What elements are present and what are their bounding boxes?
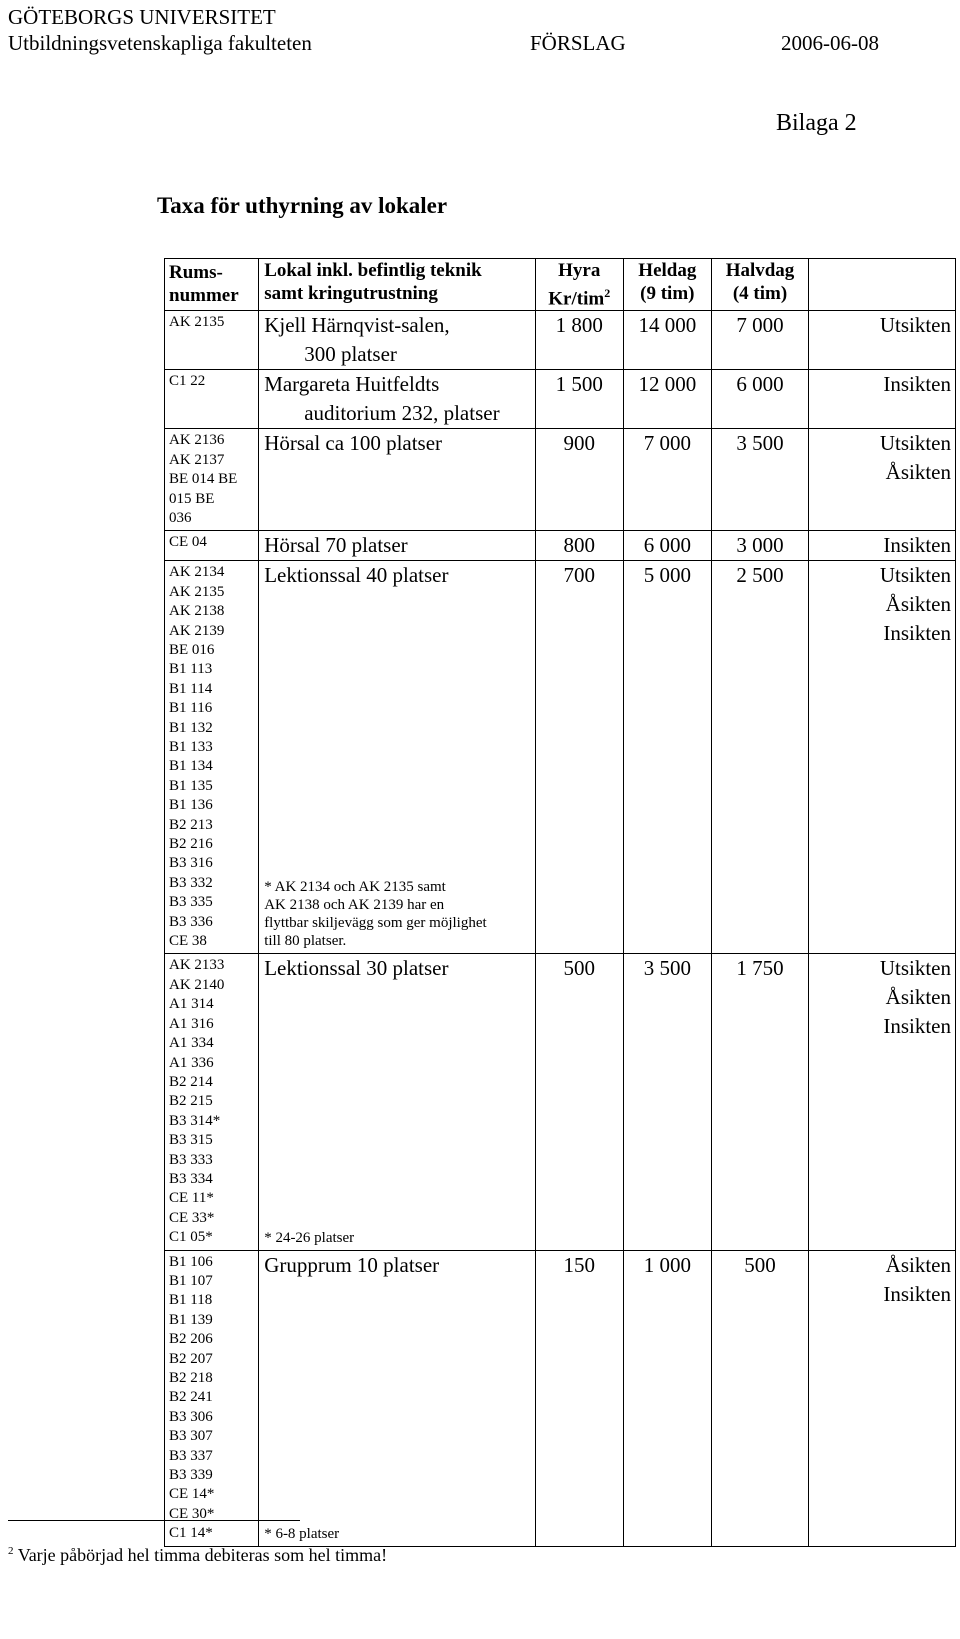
room-numbers-cell [165,429,259,531]
location-name: Hörsal ca 100 platser [264,431,443,456]
view-name: Insikten [883,372,951,397]
rental-rate-table [164,258,956,1547]
room-number: B2 216 [169,836,213,853]
view-name: Åsikten [885,592,951,617]
room-number: B3 316 [169,855,213,872]
note-line: * 6-8 platser [264,1525,340,1542]
room-number: B3 314* [169,1112,221,1129]
view-names-cell [809,370,956,429]
room-number: 015 BE [169,490,215,507]
room-number: B3 339 [169,1467,213,1484]
room-number: B1 133 [169,739,213,756]
note-line: AK 2138 och AK 2139 har en [264,897,445,914]
room-number: B2 241 [169,1389,213,1406]
university-name: GÖTEBORGS UNIVERSITET [8,5,276,29]
room-number: CE 11* [169,1190,214,1207]
room-number: B2 218 [169,1370,213,1387]
half-day-price-cell: 7 000 [711,311,808,370]
table-row [165,1250,956,1546]
room-number: CE 38 [169,933,207,950]
location-name: Margareta Huitfeldts [264,372,440,397]
room-number: B1 114 [169,680,213,697]
location-cell [259,429,535,531]
header-view [809,259,956,311]
room-number: BE 014 BE [169,471,238,488]
room-numbers-cell [165,531,259,561]
room-number: AK 2136 [169,432,225,449]
half-day-price-cell: 6 000 [711,370,808,429]
room-number: B3 307 [169,1428,213,1445]
table-row [165,370,956,429]
view-name: Utsikten [879,956,951,981]
room-number: B1 134 [169,758,213,775]
room-number: C1 05* [169,1229,213,1246]
page-title: Taxa för uthyrning av lokaler [157,193,448,218]
note-line: flyttbar skiljevägg som ger möjlighet [264,915,487,932]
view-name: Utsikten [879,313,951,338]
room-number: AK 2135 [169,314,225,331]
view-name: Insikten [883,533,951,558]
view-name: Åsikten [885,460,951,485]
room-number: AK 2140 [169,976,225,993]
view-name: Åsikten [885,985,951,1010]
document-status: FÖRSLAG [530,31,626,55]
room-number: B3 335 [169,894,213,911]
room-number: B2 213 [169,816,213,833]
full-day-price-cell: 3 500 [623,954,711,1250]
room-number: AK 2133 [169,957,225,974]
room-number: AK 2134 [169,564,225,581]
location-cell [259,954,535,1250]
room-number: C1 14* [169,1525,213,1542]
room-number: AK 2138 [169,603,225,620]
location-name: Hörsal 70 platser [264,533,408,558]
room-numbers-cell [165,311,259,370]
room-number: AK 2139 [169,622,225,639]
view-names-cell [809,311,956,370]
location-name: Grupprum 10 platser [264,1252,440,1277]
location-note [264,878,486,950]
room-number: BE 016 [169,641,215,658]
location-cell [259,561,535,954]
note-line: till 80 platser. [264,933,347,950]
location-cell [259,370,535,429]
hourly-rate-cell: 1 500 [535,370,623,429]
table-row [165,531,956,561]
view-names-cell [809,531,956,561]
room-number: CE 30* [169,1505,215,1522]
half-day-price-cell: 500 [711,1250,808,1546]
view-name: Utsikten [879,563,951,588]
room-number: B3 334 [169,1170,213,1187]
room-number: B2 207 [169,1350,213,1367]
room-numbers-cell [165,561,259,954]
location-name-continued: auditorium 232, platser [304,401,500,426]
header-full-day: Heldag (9 tim) [623,259,711,311]
table-header-row [165,259,956,311]
note-line: * AK 2134 och AK 2135 samt [264,879,446,896]
room-number: A1 336 [169,1054,214,1071]
half-day-price-cell: 3 500 [711,429,808,531]
room-number: B2 206 [169,1331,213,1348]
view-name: Insikten [883,1014,951,1039]
room-number: B1 113 [169,661,213,678]
half-day-price-cell: 1 750 [711,954,808,1250]
room-number: B2 215 [169,1093,213,1110]
location-note [264,1229,354,1247]
location-name: Lektionssal 40 platser [264,563,449,588]
full-day-price-cell: 1 000 [623,1250,711,1546]
room-number: AK 2135 [169,583,225,600]
table-row [165,561,956,954]
hourly-rate-cell: 500 [535,954,623,1250]
view-names-cell [809,1250,956,1546]
table-row [165,954,956,1250]
room-number: B3 333 [169,1151,213,1168]
footnote: $^2$ Varje påbörjad hel timma debiteras som hel timma! [8,1545,388,1565]
table-row [165,311,956,370]
room-number: B1 116 [169,700,213,717]
faculty-name: Utbildningsvetenskapliga fakulteten [8,31,312,55]
hourly-rate-cell: 900 [535,429,623,531]
header-half-day: Halvdag (4 tim) [711,259,808,311]
room-number: C1 22 [169,373,206,390]
hourly-rate-cell: 800 [535,531,623,561]
header-room-number: Rums- nummer [165,259,259,311]
half-day-price-cell: 2 500 [711,561,808,954]
full-day-price-cell: 12 000 [623,370,711,429]
view-names-cell [809,561,956,954]
room-number: CE 14* [169,1486,215,1503]
room-number: A1 316 [169,1015,214,1032]
view-name: Insikten [883,1281,951,1306]
view-names-cell [809,954,956,1250]
room-number: CE 33* [169,1209,215,1226]
room-numbers-cell [165,954,259,1250]
view-name: Utsikten [879,431,951,456]
half-day-price-cell: 3 000 [711,531,808,561]
room-number: A1 334 [169,1035,214,1052]
room-number: B3 306 [169,1408,213,1425]
location-note [264,1525,339,1543]
location-cell [259,531,535,561]
header-location: Lokal inkl. befintlig teknik samt kringutrustning [259,259,535,311]
room-numbers-cell [165,370,259,429]
room-number: CE 04 [169,534,207,551]
room-number: B3 315 [169,1132,213,1149]
location-cell [259,1250,535,1546]
location-name: Lektionssal 30 platser [264,956,449,981]
room-number: B3 337 [169,1447,213,1464]
room-number: B1 132 [169,719,213,736]
room-number: B1 135 [169,777,213,794]
room-number: B1 106 [169,1253,213,1270]
header-hourly-rate: Hyra Kr/tim$^2$ [535,259,623,311]
view-name: Insikten [883,621,951,646]
room-number: B1 107 [169,1272,213,1289]
view-names-cell [809,429,956,531]
room-number: B3 336 [169,913,213,930]
hourly-rate-cell: 1 800 [535,311,623,370]
note-line: * 24-26 platser [264,1229,355,1246]
room-number: 036 [169,509,192,526]
room-number: B1 139 [169,1311,213,1328]
full-day-price-cell: 7 000 [623,429,711,531]
location-name-continued: 300 platser [304,342,397,367]
hourly-rate-cell: 150 [535,1250,623,1546]
table-row [165,429,956,531]
full-day-price-cell: 14 000 [623,311,711,370]
room-numbers-cell [165,1250,259,1546]
room-number: B1 118 [169,1292,213,1309]
room-number: AK 2137 [169,451,225,468]
room-number: B2 214 [169,1073,213,1090]
document-date: 2006-06-08 [781,31,879,55]
attachment-label: Bilaga 2 [776,110,857,136]
room-number: A1 314 [169,996,214,1013]
full-day-price-cell: 6 000 [623,531,711,561]
footnote-separator [8,1520,300,1521]
location-name: Kjell Härnqvist-salen, [264,313,450,338]
room-number: B1 136 [169,797,213,814]
view-name: Åsikten [885,1252,951,1277]
room-number: B3 332 [169,874,213,891]
location-cell [259,311,535,370]
full-day-price-cell: 5 000 [623,561,711,954]
hourly-rate-cell: 700 [535,561,623,954]
